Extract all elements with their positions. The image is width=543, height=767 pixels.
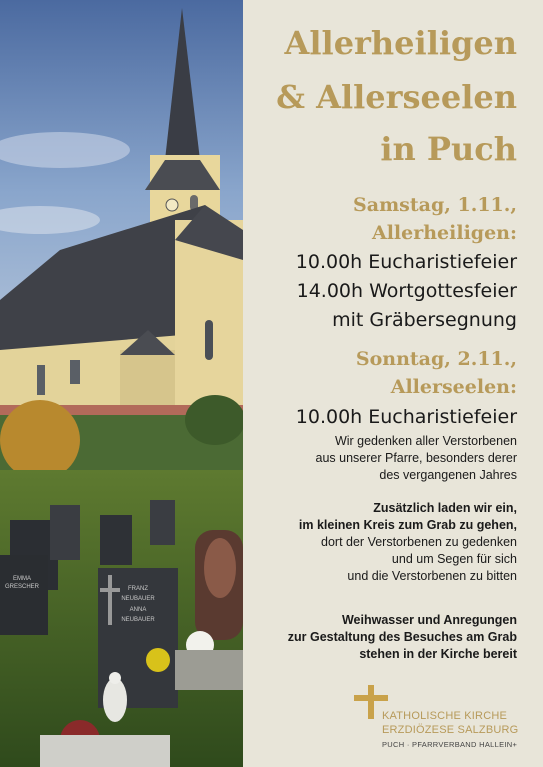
- note-line: Wir gedenken aller Verstorbenen: [334, 434, 517, 448]
- saturday-event-2: 14.00h Wortgottesfeier: [296, 280, 517, 302]
- gravestone-name: FRANZ: [128, 586, 148, 592]
- invitation-line: im kleinen Kreis zum Grab zu gehen,: [298, 518, 517, 532]
- logo-line-3: PUCH · PFARRVERBAND HALLEIN+: [382, 740, 518, 749]
- gravestone-name: EMMA: [13, 576, 31, 582]
- nave-window: [37, 365, 45, 395]
- gravel: [40, 735, 170, 767]
- invitation-line: dort der Verstorbenen zu gedenken: [321, 535, 517, 549]
- sunday-event-1: 10.00h Eucharistiefeier: [295, 406, 517, 428]
- invitation-line: und um Segen für sich: [391, 552, 517, 566]
- sunday-date: Sonntag, 2.11.,: [355, 348, 517, 370]
- angel-head: [109, 672, 121, 684]
- text-column: [243, 0, 543, 767]
- holy-water-line: stehen in der Kirche bereit: [359, 647, 517, 661]
- flowers: [146, 648, 170, 672]
- holy-water-note: [288, 612, 517, 663]
- nave-window: [70, 360, 80, 384]
- tower-clock: [166, 199, 178, 211]
- invitation-line: und die Verstorbenen zu bitten: [347, 569, 517, 583]
- gravestone: [0, 555, 48, 635]
- gravestone: [150, 500, 175, 545]
- holy-water-line: Weihwasser und Anregungen: [341, 613, 517, 627]
- gravestone: [100, 515, 132, 565]
- holy-water-line: zur Gestaltung des Besuches am Grab: [287, 630, 517, 644]
- side-annex: [120, 350, 175, 410]
- logo-line-2: ERZDIÖZESE SALZBURG: [382, 724, 519, 736]
- logo-line-1: KATHOLISCHE KIRCHE: [382, 710, 508, 722]
- gravestone-cross: [100, 588, 120, 592]
- saturday-event-3: mit Gräbersegnung: [332, 309, 517, 331]
- gravestone-cross: [108, 575, 112, 625]
- sunday-note: [316, 433, 518, 484]
- gravestone-name: NEUBAUER: [121, 596, 155, 602]
- gravestone: [50, 505, 80, 560]
- saturday-name: Allerheiligen:: [371, 222, 517, 244]
- church-cemetery-photo: [0, 0, 243, 767]
- invitation-line: Zusätzlich laden wir ein,: [373, 501, 517, 515]
- gravestone-name: ANNA: [129, 607, 147, 613]
- choir-window: [205, 320, 213, 360]
- saturday-date: Samstag, 1.11.,: [353, 194, 517, 216]
- gravestone-plaque: [204, 538, 236, 598]
- tree: [185, 395, 243, 445]
- church-logo: [354, 681, 524, 751]
- title-line-3: in Puch: [380, 130, 517, 168]
- gravestone-name: GRESCHER: [4, 584, 40, 590]
- note-line: aus unserer Pfarre, besonders derer: [315, 451, 517, 465]
- grave-border: [175, 650, 243, 690]
- tree: [0, 400, 80, 480]
- angel-statue: [103, 678, 127, 722]
- saturday-event-1: 10.00h Eucharistiefeier: [295, 251, 517, 273]
- note-line: des vergangenen Jahres: [379, 468, 517, 482]
- title-line-1: Allerheiligen: [284, 24, 517, 62]
- gravestone-name: NEUBAUER: [121, 617, 155, 623]
- title-line-2: & Allerseelen: [276, 78, 517, 116]
- invitation: [299, 500, 517, 585]
- sunday-name: Allerseelen:: [390, 376, 517, 398]
